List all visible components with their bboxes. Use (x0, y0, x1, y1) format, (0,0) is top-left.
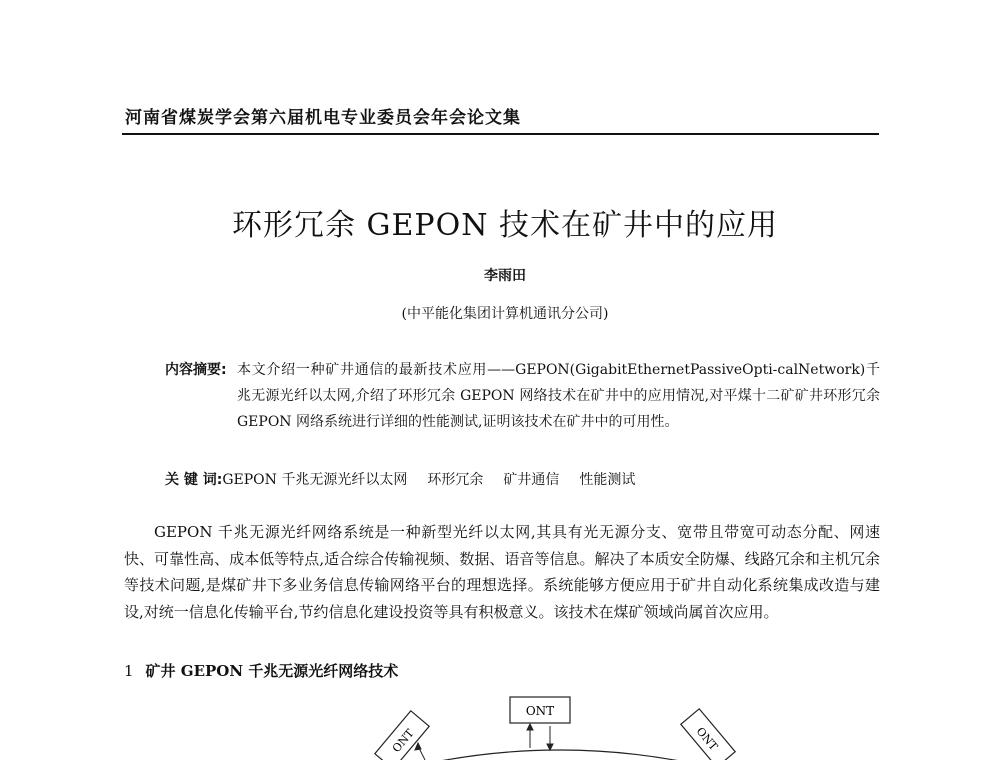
keyword: GEPON 千兆无源光纤以太网 (222, 472, 408, 488)
author-affiliation: (中平能化集团计算机通讯分公司) (401, 306, 609, 322)
keyword: 环形冗余 (427, 472, 484, 488)
abstract-label: 内容摘要: (165, 362, 227, 378)
abstract-block (165, 357, 880, 435)
proceedings-title: 河南省煤炭学会第六届机电专业委员会年会论文集 (125, 108, 521, 128)
section-title: 矿井 GEPON 千兆无源光纤网络技术 (145, 662, 399, 680)
ont-label: ONT (693, 724, 721, 754)
ring-arc (420, 750, 700, 760)
section-heading (124, 660, 398, 681)
paper-title: 环形冗余 GEPON 技术在矿井中的应用 (232, 208, 778, 243)
ont-arrows-top (527, 724, 553, 750)
ont-arrow-left (415, 743, 425, 760)
ont-node-top (510, 697, 570, 723)
keywords-label: 关 键 词: (165, 472, 223, 488)
ont-label: ONT (525, 704, 555, 718)
intro-paragraph: GEPON 千兆无源光纤网络系统是一种新型光纤以太网,其具有光无源分支、宽带且带宽可动态分配、网速快、可靠性高、成本低等特点,适合综合传输视频、数据、语音等信息。解决了本质安全防爆、线路冗余和主机冗余等技术问题,是煤矿井下多业务信息传输网络平台的理想选择。系统能够方便应用于矿井自动化系统集成改造与建设,对统一信息化传输平台,节约信息化建设投资等具有积极意义。该技术在煤矿领域尚属首次应用。 (124, 523, 880, 621)
keyword: 性能测试 (579, 472, 636, 488)
ring-network-figure (360, 690, 760, 760)
header-rule (122, 133, 879, 135)
keyword: 矿井通信 (503, 472, 560, 488)
ont-node-right (681, 709, 735, 760)
abstract-text: 本文介绍一种矿井通信的最新技术应用——GEPON(GigabitEthernetPassiveOpti-calNetwork)千兆无源光纤以太网,介绍了环形冗余 GEPON 网络技术在矿井中的应用情况,对平煤十二矿矿井环形冗余 GEPON 网络系统进行详细的性能测试,证明该技术在矿井中的可用性。 (237, 362, 880, 430)
section-number: 1 (124, 662, 134, 680)
author-name: 李雨田 (484, 268, 526, 284)
ont-label: ONT (389, 726, 417, 756)
keywords-block (165, 467, 880, 493)
